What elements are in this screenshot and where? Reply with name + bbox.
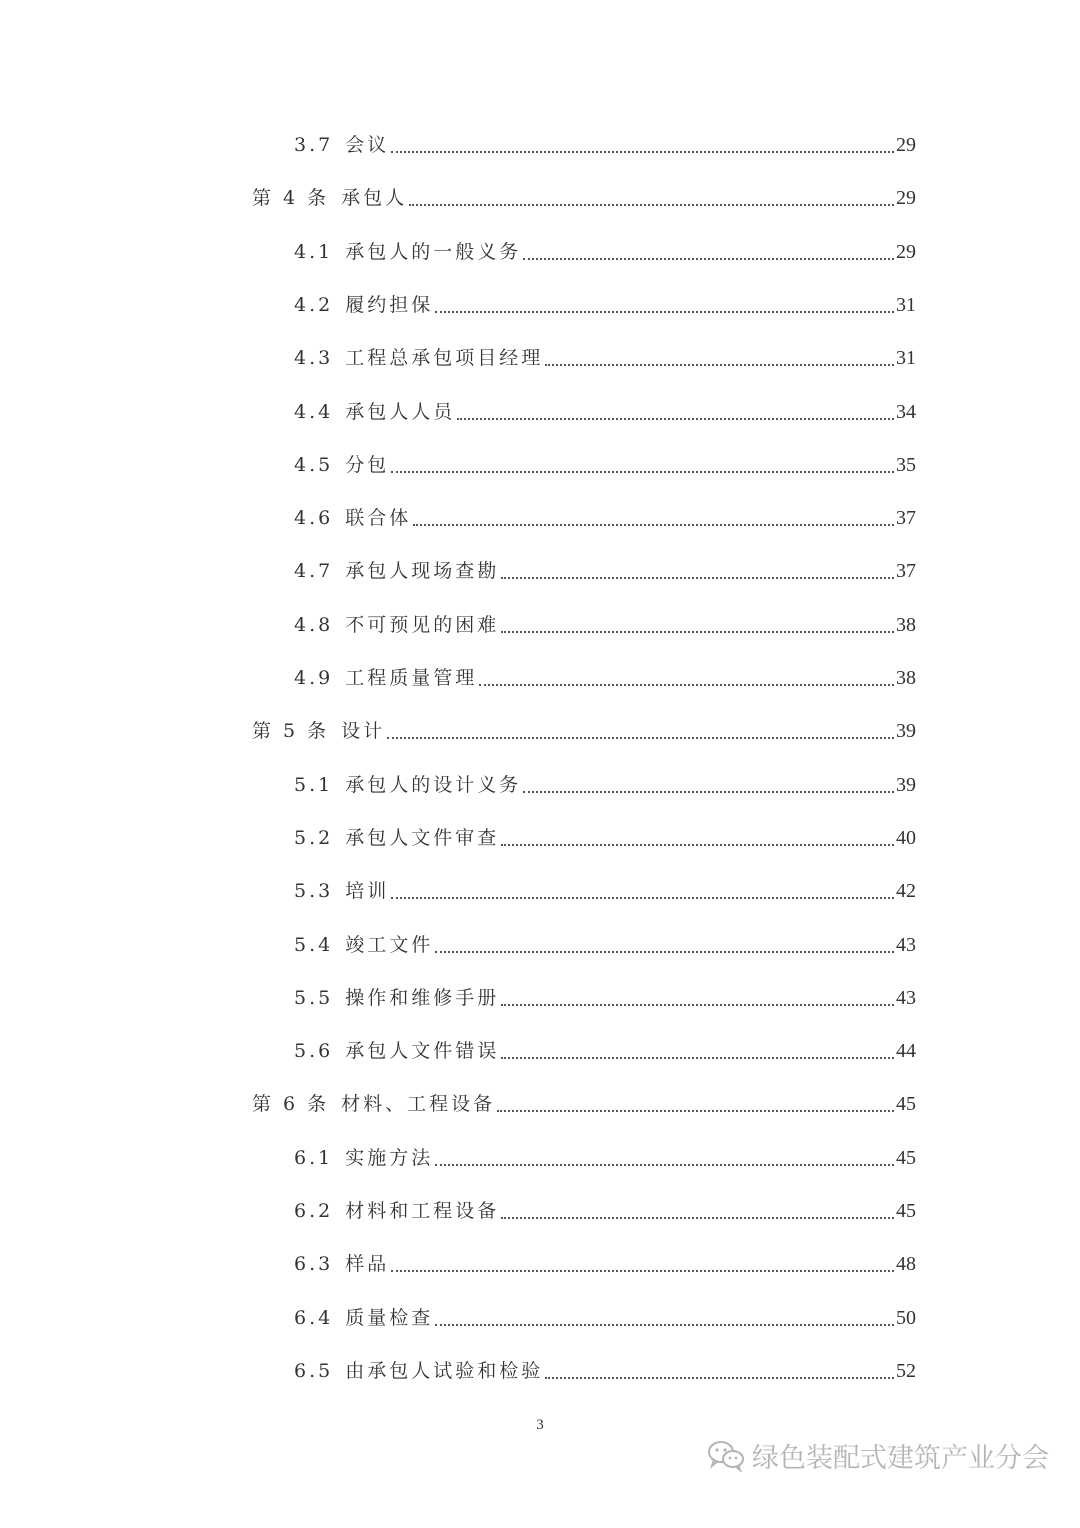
toc-entry[interactable]: [294, 983, 916, 1013]
toc-entry[interactable]: [294, 610, 916, 640]
toc-entry-number: 6.4: [294, 1307, 334, 1329]
toc-entry-title: 质量检查: [345, 1307, 434, 1329]
toc-entry-title: 承包人现场查勘: [345, 560, 500, 582]
toc-dot-leader: [523, 258, 894, 260]
toc-dot-leader: [501, 1004, 894, 1006]
toc-entry[interactable]: [294, 1196, 916, 1226]
toc-entry-number: 6.1: [294, 1147, 334, 1169]
toc-entry-number: 第 4 条: [252, 187, 330, 209]
toc-entry-page: 29: [896, 134, 916, 156]
toc-dot-leader: [391, 471, 894, 473]
toc-entry-title: 设计: [341, 720, 386, 742]
toc-entry-title: 培训: [345, 880, 390, 902]
toc-entry-title: 联合体: [345, 507, 412, 529]
toc-entry-page: 37: [896, 507, 916, 529]
toc-entry-page: 35: [896, 454, 916, 476]
toc-entry-page: 38: [896, 667, 916, 689]
toc-entry-number: 6.5: [294, 1360, 334, 1382]
toc-dot-leader: [501, 844, 894, 846]
toc-entry-title: 承包人文件错误: [345, 1040, 500, 1062]
toc-entry-title: 由承包人试验和检验: [345, 1360, 544, 1382]
toc-entry[interactable]: [294, 1036, 916, 1066]
toc-entry[interactable]: [294, 343, 916, 373]
toc-entry-number: 第 5 条: [252, 720, 330, 742]
toc-entry-page: 44: [896, 1040, 916, 1062]
toc-dot-leader: [413, 524, 894, 526]
toc-entry-title: 分包: [345, 454, 390, 476]
toc-entry-title: 操作和维修手册: [345, 987, 500, 1009]
toc-dot-leader: [501, 577, 894, 579]
toc-entry-page: 42: [896, 880, 916, 902]
toc-entry-title: 会议: [345, 134, 390, 156]
toc-entry-page: 50: [896, 1307, 916, 1329]
toc-entry[interactable]: [294, 503, 916, 533]
toc-entry-title: 材料和工程设备: [345, 1200, 500, 1222]
toc-entry[interactable]: [252, 1089, 916, 1119]
toc-dot-leader: [391, 1270, 894, 1272]
page-number: 3: [536, 1417, 544, 1433]
toc-entry[interactable]: [294, 930, 916, 960]
toc-entry-page: 39: [896, 774, 916, 796]
toc-entry[interactable]: [294, 556, 916, 586]
toc-entry-page: 43: [896, 987, 916, 1009]
toc-entry[interactable]: [294, 1303, 916, 1333]
toc-entry-title: 实施方法: [345, 1147, 434, 1169]
toc-entry-number: 4.9: [294, 667, 334, 689]
toc-entry-number: 4.7: [294, 560, 334, 582]
toc-entry-number: 4.4: [294, 401, 334, 423]
wechat-icon: [706, 1438, 746, 1472]
toc-entry[interactable]: [294, 450, 916, 480]
toc-entry-title: 材料、工程设备: [341, 1093, 496, 1115]
toc-entry-number: 第 6 条: [252, 1093, 330, 1115]
toc-entry-title: 承包人: [341, 187, 408, 209]
toc-entry-title: 不可预见的困难: [345, 614, 500, 636]
toc-entry-page: 29: [896, 241, 916, 263]
toc-entry-page: 45: [896, 1093, 916, 1115]
toc-entry[interactable]: [294, 397, 916, 427]
watermark-text: 绿色装配式建筑产业分会: [752, 1442, 1049, 1474]
toc-entry-title: 工程总承包项目经理: [345, 347, 544, 369]
toc-entry-number: 5.4: [294, 934, 334, 956]
toc-entry-page: 38: [896, 614, 916, 636]
toc-entry-number: 4.2: [294, 294, 334, 316]
toc-entry-number: 4.5: [294, 454, 334, 476]
toc-entry-page: 43: [896, 934, 916, 956]
toc-entry-title: 履约担保: [345, 294, 434, 316]
toc-entry-number: 4.8: [294, 614, 334, 636]
toc-dot-leader: [435, 1164, 894, 1166]
toc-dot-leader: [545, 364, 894, 366]
toc-dot-leader: [391, 151, 894, 153]
toc-entry[interactable]: [294, 237, 916, 267]
toc-dot-leader: [501, 631, 894, 633]
toc-entry[interactable]: [294, 130, 916, 160]
watermark: [706, 1435, 1049, 1475]
toc-dot-leader: [409, 204, 894, 206]
toc-entry[interactable]: [294, 770, 916, 800]
toc-entry-number: 5.3: [294, 880, 334, 902]
toc-entry-number: 4.1: [294, 241, 334, 263]
toc-entry-title: 承包人的一般义务: [345, 241, 522, 263]
toc-entry-number: 4.3: [294, 347, 334, 369]
toc-entry-page: 52: [896, 1360, 916, 1382]
toc-entry-title: 承包人的设计义务: [345, 774, 522, 796]
toc-entry[interactable]: [294, 823, 916, 853]
toc-entry-number: 5.5: [294, 987, 334, 1009]
toc-entry-page: 48: [896, 1253, 916, 1275]
toc-entry-title: 工程质量管理: [345, 667, 478, 689]
toc-entry-page: 45: [896, 1147, 916, 1169]
toc-entry-number: 6.2: [294, 1200, 334, 1222]
toc-entry-title: 竣工文件: [345, 934, 434, 956]
toc-dot-leader: [387, 737, 894, 739]
toc-entry[interactable]: [294, 290, 916, 320]
toc-entry-page: 39: [896, 720, 916, 742]
toc-entry-number: 4.6: [294, 507, 334, 529]
toc-entry-number: 5.2: [294, 827, 334, 849]
toc-dot-leader: [501, 1217, 894, 1219]
toc-entry-title: 承包人人员: [345, 401, 456, 423]
toc-entry-title: 样品: [345, 1253, 390, 1275]
toc-entry-page: 29: [896, 187, 916, 209]
toc-entry[interactable]: [294, 1143, 916, 1173]
toc-entry[interactable]: [294, 1356, 916, 1386]
toc-dot-leader: [523, 791, 894, 793]
toc-dot-leader: [545, 1377, 894, 1379]
toc-entry-page: 40: [896, 827, 916, 849]
toc-dot-leader: [435, 311, 894, 313]
toc-entry-number: 5.1: [294, 774, 334, 796]
toc-entry-page: 31: [896, 294, 916, 316]
toc-entry[interactable]: [294, 1249, 916, 1279]
toc-entry[interactable]: [294, 876, 916, 906]
toc-entry-title: 承包人文件审查: [345, 827, 500, 849]
toc-dot-leader: [391, 897, 894, 899]
toc-entry-number: 3.7: [294, 134, 334, 156]
toc-entry-page: 31: [896, 347, 916, 369]
toc-dot-leader: [479, 684, 894, 686]
toc-dot-leader: [501, 1057, 894, 1059]
toc-entry-page: 37: [896, 560, 916, 582]
toc-entry[interactable]: [252, 183, 916, 213]
toc-dot-leader: [457, 418, 894, 420]
toc-dot-leader: [435, 951, 894, 953]
toc-entry-number: 5.6: [294, 1040, 334, 1062]
toc-entry-page: 45: [896, 1200, 916, 1222]
toc-dot-leader: [497, 1110, 894, 1112]
toc-entry-page: 34: [896, 401, 916, 423]
toc-entry[interactable]: [252, 716, 916, 746]
toc-dot-leader: [435, 1324, 894, 1326]
toc-entry-number: 6.3: [294, 1253, 334, 1275]
toc-entry[interactable]: [294, 663, 916, 693]
